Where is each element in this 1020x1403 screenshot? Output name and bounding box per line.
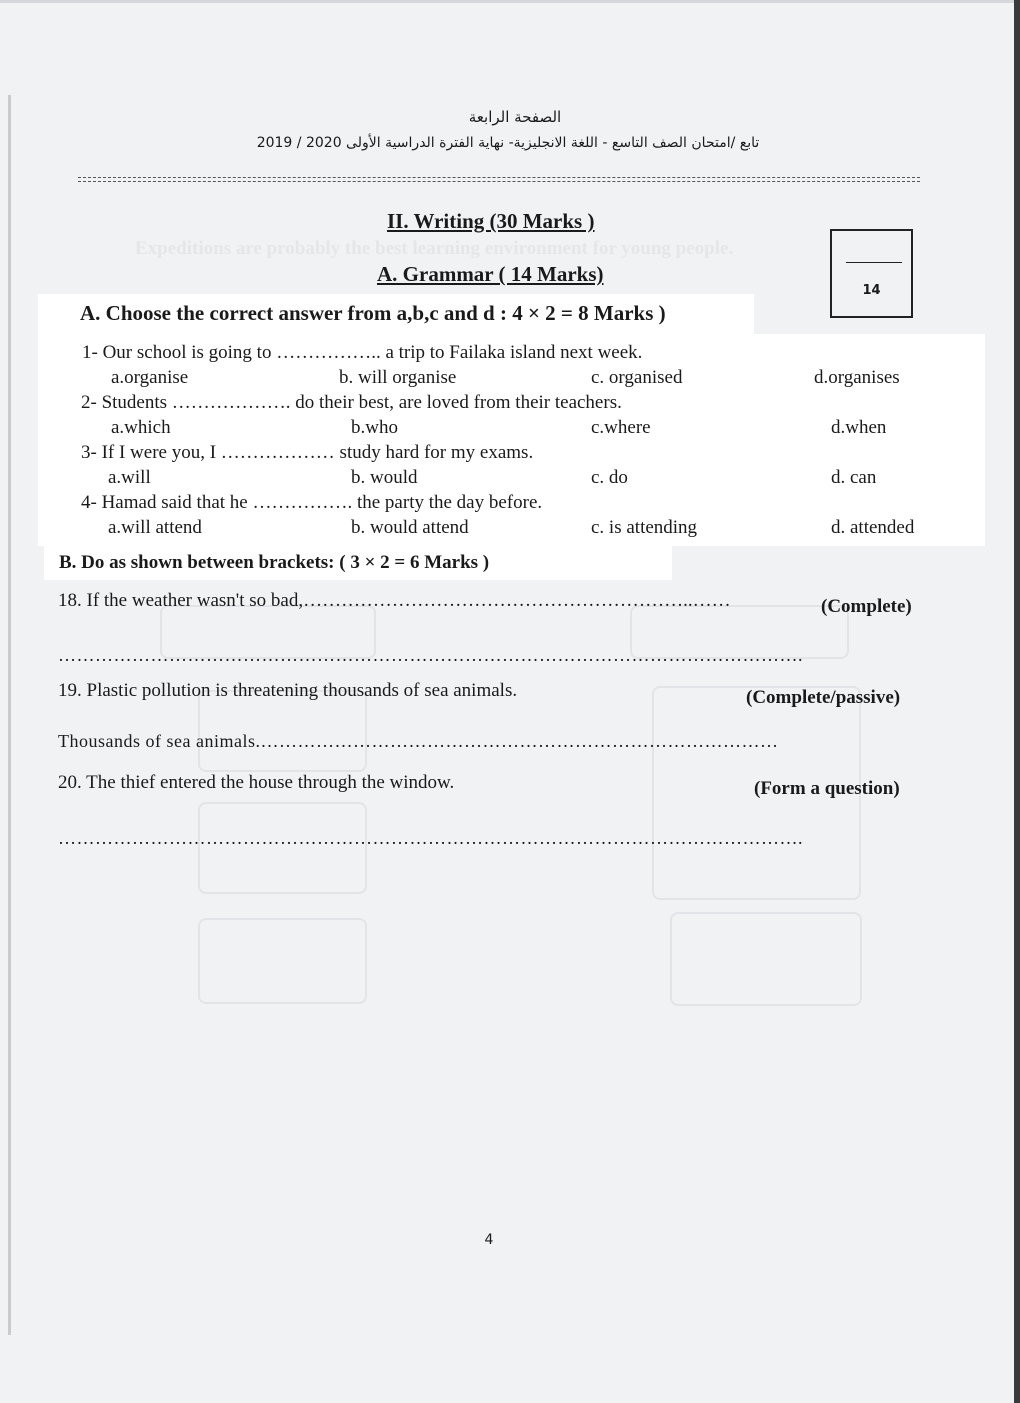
exam-title: تابع /امتحان الصف التاسع - اللغة الانجليزية- نهاية الفترة الدراسية الأولى 2020 / 2019 [256, 135, 760, 151]
item-18-instruction: (Complete) [821, 596, 912, 617]
part-a-questions-panel [38, 334, 985, 546]
section-subtitle: A. Grammar ( 14 Marks) [377, 262, 604, 286]
item-20-answer-line: …………………………………………………………………………………………………………. [58, 828, 803, 848]
section-title: II. Writing (30 Marks ) [387, 209, 595, 233]
show-through-box [670, 912, 862, 1006]
page-left-edge [8, 95, 11, 1335]
q3-option-d: d. can [831, 467, 877, 488]
page-label: الصفحة الرابعة [468, 108, 562, 126]
question-1: 1- Our school is going to …………….. a trip to Failaka island next week. [82, 342, 643, 363]
header-divider [78, 177, 920, 178]
q1-option-c: c. organised [591, 367, 683, 388]
item-18: 18. If the weather wasn't so bad,……………………………………………………..…… [58, 590, 731, 611]
question-4: 4- Hamad said that he ……………. the party the day before. [81, 492, 543, 513]
score-total: 14 [862, 283, 881, 298]
page-top-edge [0, 0, 1020, 3]
q1-option-b: b. will organise [339, 367, 457, 388]
q2-option-c: c.where [591, 417, 651, 438]
item-19: 19. Plastic pollution is threatening thousands of sea animals. [58, 680, 518, 701]
item-18-answer-line: …………………………………………………………………………………………………………. [58, 645, 803, 665]
question-2: 2- Students ………………. do their best, are loved from their teachers. [81, 392, 622, 413]
q4-option-c: c. is attending [591, 517, 698, 538]
page-number: 4 [484, 1232, 494, 1248]
q3-option-c: c. do [591, 467, 628, 488]
show-through-text: Expeditions are probably the best learning environment for young people. [135, 238, 734, 259]
part-a-instruction: A. Choose the correct answer from a,b,c and d : 4 × 2 = 8 Marks ) [80, 301, 666, 325]
q2-option-a: a.which [111, 417, 171, 438]
q1-option-a: a.organise [111, 367, 189, 388]
q4-option-a: a.will attend [108, 517, 202, 538]
header-divider [78, 181, 920, 182]
q2-option-b: b.who [351, 417, 398, 438]
q3-option-a: a.will [108, 467, 151, 488]
q1-option-d: d.organises [814, 367, 900, 388]
question-3: 3- If I were you, I ……………… study hard for my exams. [81, 442, 534, 463]
show-through-box [198, 918, 367, 1004]
q4-option-d: d. attended [831, 517, 915, 538]
scan-right-edge [1014, 0, 1020, 1403]
q3-option-b: b. would [351, 467, 418, 488]
item-19-answer-line: Thousands of sea animals.………………………………………………………………………… [58, 731, 779, 751]
q2-option-d: d.when [831, 417, 887, 438]
item-20: 20. The thief entered the house through the window. [58, 772, 455, 793]
item-20-instruction: (Form a question) [754, 778, 900, 799]
score-box [830, 229, 913, 318]
item-19-instruction: (Complete/passive) [746, 687, 901, 708]
q4-option-b: b. would attend [351, 517, 469, 538]
score-blank-line [846, 262, 902, 263]
part-b-instruction: B. Do as shown between brackets: ( 3 × 2 = 6 Marks ) [59, 552, 490, 573]
